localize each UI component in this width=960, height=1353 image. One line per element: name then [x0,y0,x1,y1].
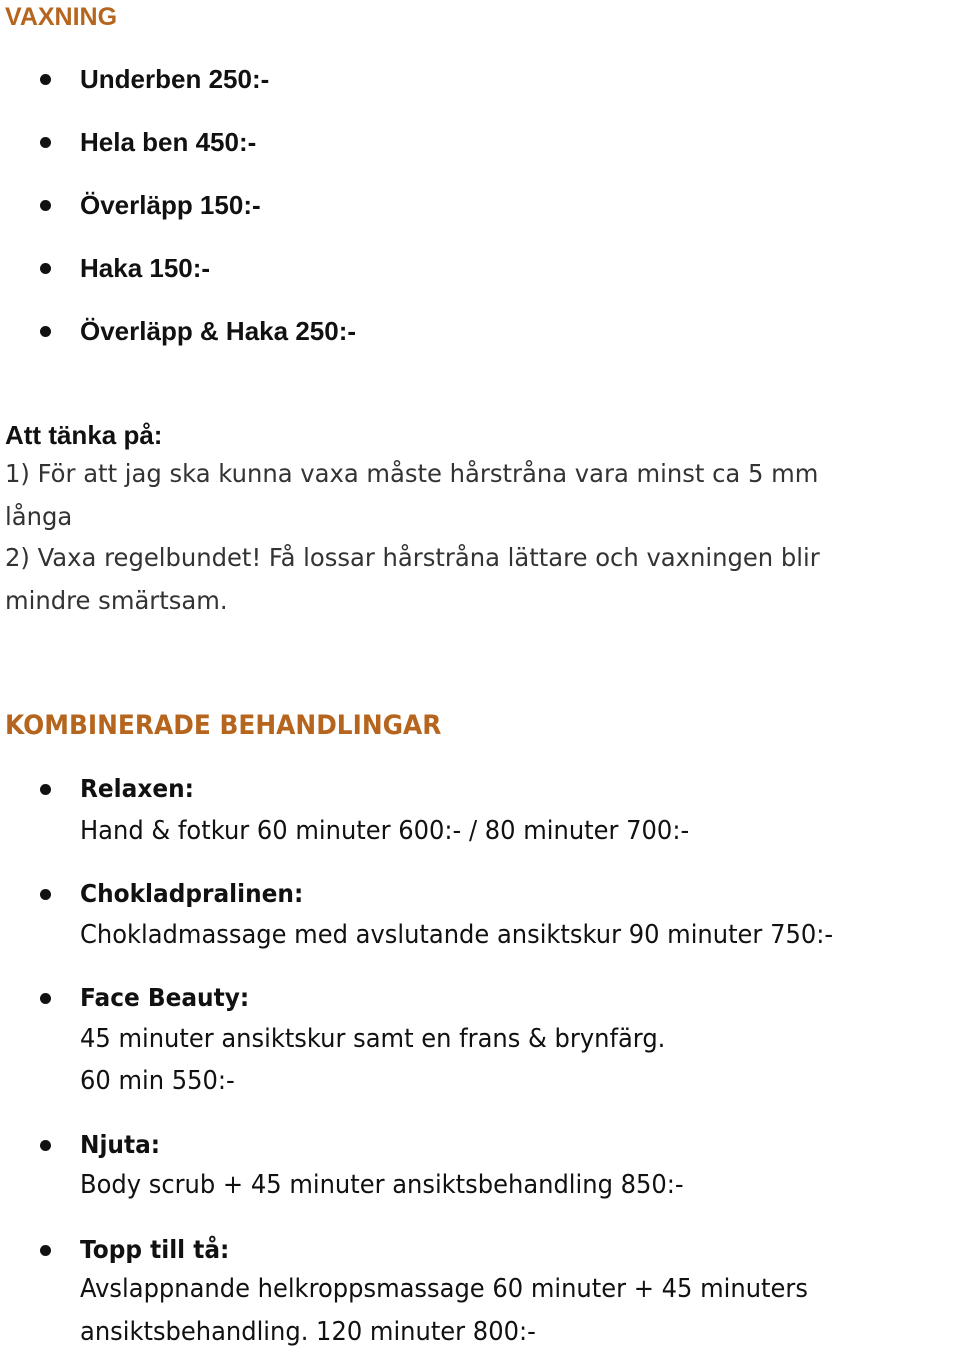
combo-desc-topp-till-ta-price: ansiktsbehandling. 120 minuter 800:- [80,1317,536,1347]
combo-title-topp-till-ta: Topp till tå: [80,1235,230,1264]
combo-title-face-beauty: Face Beauty: [80,983,250,1012]
combo-title-chokladpralinen: Chokladpralinen: [80,879,304,908]
wax-item-overlapp: Överläpp 150:- [80,190,261,220]
combo-desc-topp-till-ta: Avslappnande helkroppsmassage 60 minuter + 45 minuters [80,1274,808,1304]
bullet-icon [40,1140,51,1151]
combo-title-njuta: Njuta: [80,1130,161,1159]
notes-heading: Att tänka på: [5,420,163,450]
bullet-icon [40,200,51,211]
combo-desc-njuta: Body scrub + 45 minuter ansiktsbehandling 850:- [80,1170,684,1200]
vaxning-heading: VAXNING [5,3,118,31]
note-line-1: 1) För att jag ska kunna vaxa måste hårstråna vara minst ca 5 mm [5,459,819,488]
combo-desc-face-beauty: 45 minuter ansiktskur samt en frans & brynfärg. [80,1024,666,1054]
bullet-icon [40,137,51,148]
bullet-icon [40,326,51,337]
kombinerade-heading: KOMBINERADE BEHANDLINGAR [5,710,442,741]
combo-title-relaxen: Relaxen: [80,774,194,803]
note-line-1-cont: långa [5,502,73,531]
note-line-2-cont: mindre smärtsam. [5,586,228,615]
note-line-2: 2) Vaxa regelbundet! Få lossar hårstråna lättare och vaxningen blir [5,543,820,572]
wax-item-underben: Underben 250:- [80,64,270,94]
bullet-icon [40,784,51,795]
bullet-icon [40,1245,51,1256]
combo-desc-face-beauty-price: 60 min 550:- [80,1066,235,1096]
bullet-icon [40,889,51,900]
bullet-icon [40,74,51,85]
bullet-icon [40,993,51,1004]
bullet-icon [40,263,51,274]
wax-item-hela-ben: Hela ben 450:- [80,127,257,157]
combo-desc-relaxen: Hand & fotkur 60 minuter 600:- / 80 minuter 700:- [80,816,690,846]
wax-item-overlapp-haka: Överläpp & Haka 250:- [80,316,357,346]
wax-item-haka: Haka 150:- [80,253,211,283]
combo-desc-chokladpralinen: Chokladmassage med avslutande ansiktskur 90 minuter 750:- [80,920,834,950]
